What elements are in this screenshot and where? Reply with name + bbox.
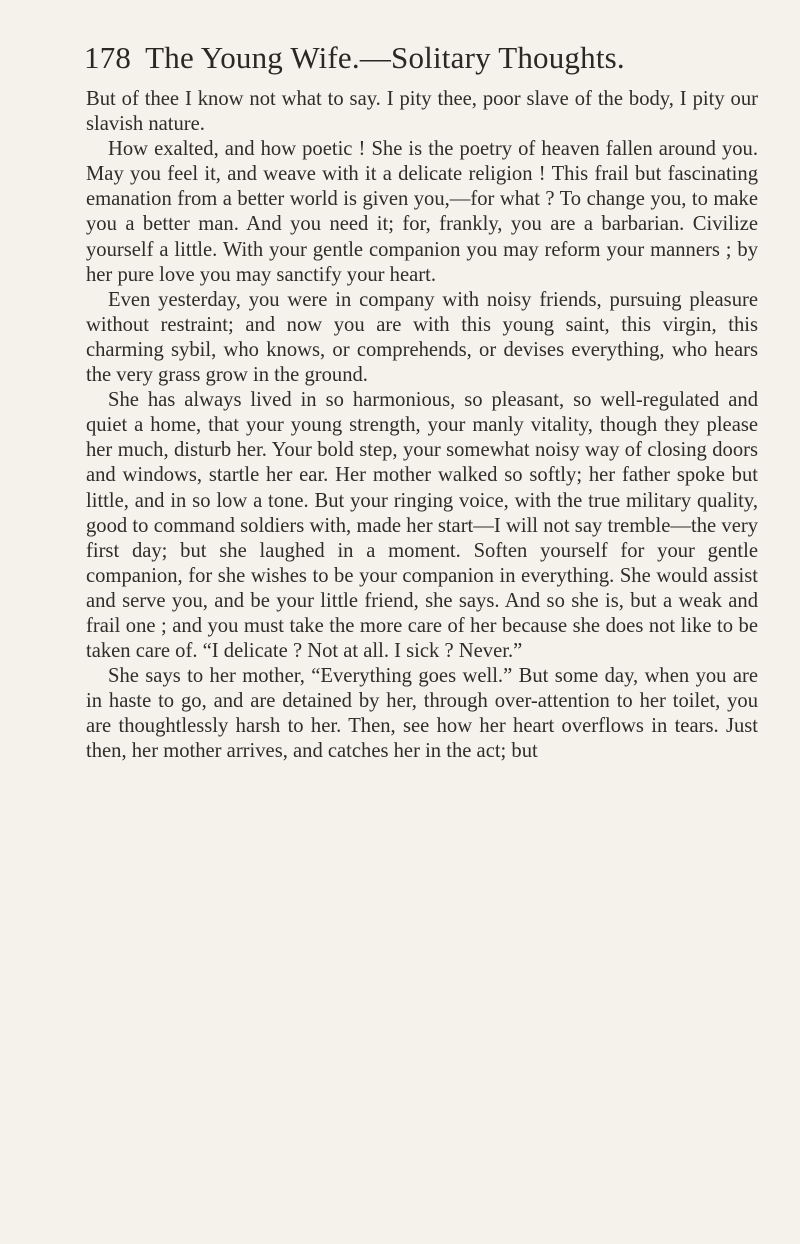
paragraph: Even yesterday, you were in company with noisy friends, pursuing pleasure without restraint; and now you are with this young saint, this virgin, this charming sybil, who knows, or comprehends, or devises everything, who hears the very grass grow in the ground. (86, 288, 758, 387)
running-header (84, 40, 724, 76)
paragraph: She says to her mother, “Everything goes well.” But some day, when you are in haste to go, and are detained by her, through over-attention to her toilet, you are thoughtlessly harsh to her. Then, see how her heart overflows in tears. Just then, her mother arrives, and catches her in the act; but (86, 665, 758, 763)
running-title: The Young Wife.—Solitary Thoughts. (145, 40, 625, 75)
page-number: 178 (84, 40, 132, 75)
paragraph: How exalted, and how poetic ! She is the poetry of heaven fallen around you. May you feel it, and weave with it a delicate religion ! This frail but fascinating emanation from a better world is given you,—for what ? To change you, to make you a better man. And you need it; for, frankly, you are a barbarian. Civilize yourself a little. With your gentle companion you may reform your manners ; by her pure love you may sanctify your heart. (86, 138, 758, 286)
paragraph: But of thee I know not what to say. I pity thee, poor slave of the body, I pity our slavish nature. (86, 88, 758, 136)
page-body (86, 87, 758, 765)
paragraph: She has always lived in so harmonious, so pleasant, so well-regulated and quiet a home, that your young strength, your manly vitality, though they please her much, disturb her. Your bold step, your somewhat noisy way of closing doors and windows, startle her ear. Her mother walked so softly; her father spoke but little, and in so low a tone. But your ringing voice, with the true military quality, good to command soldiers with, made her start—I will not say tremble—the very first day; but she laughed in a moment. Soften yourself for your gentle companion, for she wishes to be your companion in everything. She would assist and serve you, and be your little friend, she says. And so she is, but a weak and frail one ; and you must take the more care of her because she does not like to be taken care of. “I delicate ? Not at all. I sick ? Never.” (86, 389, 758, 663)
